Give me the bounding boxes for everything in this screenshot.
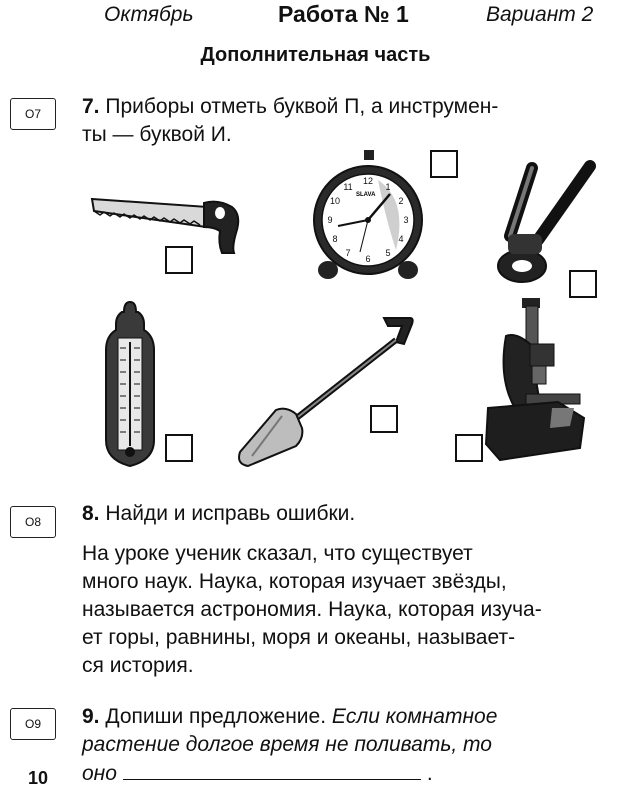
header-variant: Вариант 2 <box>486 3 594 26</box>
svg-text:1: 1 <box>385 182 391 192</box>
saw-image <box>88 185 248 255</box>
task-9-text <box>82 703 622 788</box>
task-8-line: ет горы, равнины, моря и океаны, называет- <box>82 626 516 649</box>
svg-text:4: 4 <box>398 234 404 244</box>
shovel-image <box>234 312 424 472</box>
alarm-clock-image <box>308 150 428 280</box>
task-code-o8: О8 <box>10 506 56 538</box>
checkbox-saw[interactable] <box>165 246 193 274</box>
svg-text:11: 11 <box>343 182 353 192</box>
svg-text:6: 6 <box>365 254 371 264</box>
task-code-o9: О9 <box>10 708 56 740</box>
checkbox-microscope[interactable] <box>455 434 483 462</box>
checkbox-tongs[interactable] <box>569 270 597 298</box>
header-month: Октябрь <box>104 3 194 26</box>
svg-text:8: 8 <box>332 234 338 244</box>
svg-text:7: 7 <box>345 248 351 258</box>
checkbox-shovel[interactable] <box>370 405 398 433</box>
tongs-image <box>488 158 603 288</box>
task-8-line: ся история. <box>82 654 194 677</box>
task-7-line1: Приборы отметь буквой П, а инструмен- <box>105 95 499 118</box>
task-8-title-row <box>82 500 622 528</box>
microscope-image <box>482 296 587 466</box>
svg-text:12: 12 <box>362 176 374 186</box>
svg-text:5: 5 <box>385 248 391 258</box>
svg-text:3: 3 <box>403 215 409 225</box>
clock-brand: SLAVA <box>356 192 376 198</box>
task-8-title: Найди и исправь ошибки. <box>105 502 356 525</box>
task-9-italic-start: Если комнатное <box>331 705 498 728</box>
header-work-title: Работа № 1 <box>278 1 409 27</box>
checkbox-thermometer[interactable] <box>165 434 193 462</box>
task-7-text <box>82 93 622 149</box>
task-8-number: 8. <box>82 502 100 525</box>
task-9-italic-line2: растение долгое время не поливать, то <box>82 733 492 756</box>
task-7-line2: ты — буквой И. <box>82 123 232 146</box>
page-number: 10 <box>28 768 49 788</box>
task-8-line: На уроке ученик сказал, что существует <box>82 542 473 565</box>
task-8-paragraph <box>82 540 622 680</box>
task-9-title: Допиши предложение. <box>105 705 327 728</box>
task-code-o7: О7 <box>10 98 56 130</box>
svg-text:10: 10 <box>329 196 341 206</box>
checkbox-alarm-clock[interactable] <box>430 150 458 178</box>
task-9-answer-line[interactable] <box>123 759 421 780</box>
thermometer-image <box>100 300 160 468</box>
task-9-end-period: . <box>426 762 433 785</box>
task-8-line: много наук. Наука, которая изучает звёзды, <box>82 570 507 593</box>
task-9-italic-line3: оно <box>82 762 117 785</box>
task-9-number: 9. <box>82 705 100 728</box>
section-subtitle: Дополнительная часть <box>200 44 431 66</box>
svg-text:2: 2 <box>398 196 404 206</box>
task-8-line: называется астрономия. Наука, которая изуча- <box>82 598 542 621</box>
task-7-number: 7. <box>82 95 100 118</box>
svg-text:9: 9 <box>327 215 333 225</box>
